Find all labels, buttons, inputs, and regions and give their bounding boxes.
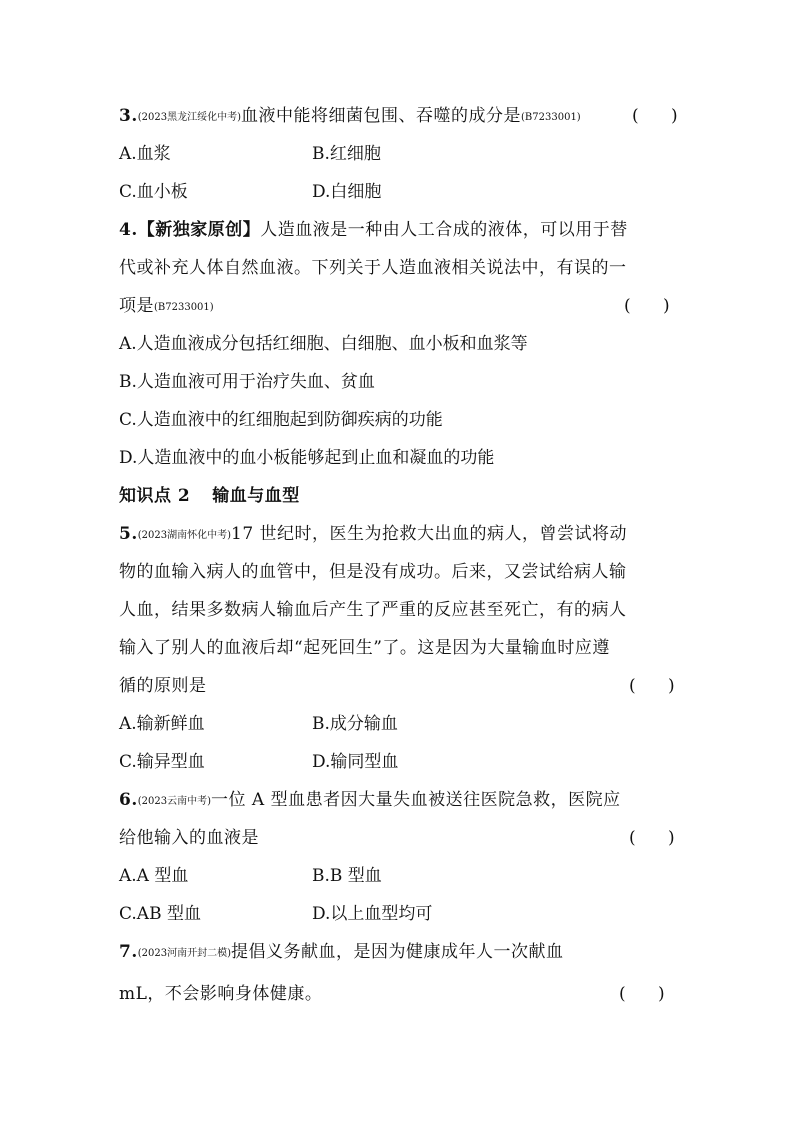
q4-code: (B7233001) bbox=[154, 302, 214, 313]
q4-option-d: D.人造血液中的血小板能够起到止血和凝血的功能 bbox=[119, 448, 495, 468]
q4-answer-bracket[interactable]: ( ) bbox=[624, 296, 670, 316]
q5-source: (2023湖南怀化中考) bbox=[137, 530, 232, 541]
q7-answer-bracket[interactable]: ( ) bbox=[619, 984, 665, 1004]
q3-option-c: C.血小板 bbox=[119, 182, 188, 202]
q3-option-d: D.白细胞 bbox=[312, 182, 382, 202]
q3-code: (B7233001) bbox=[521, 112, 581, 123]
q4-option-b: B.人造血液可用于治疗失血、贫血 bbox=[119, 372, 375, 392]
q5-answer-bracket[interactable]: ( ) bbox=[629, 676, 675, 696]
q6-answer-bracket[interactable]: ( ) bbox=[629, 828, 675, 848]
q3-option-a: A.血浆 bbox=[119, 144, 171, 164]
q4-tag: 【新独家原创】 bbox=[137, 220, 261, 240]
q5-option-c: C.输异型血 bbox=[119, 752, 205, 772]
q3-source: (2023黑龙江绥化中考) bbox=[137, 112, 242, 123]
q5-text-1: 17 世纪时，医生为抢救大出血的病人，曾尝试将动 bbox=[231, 524, 628, 544]
q6-stem-line2: 给他输入的血液是 bbox=[119, 828, 259, 848]
q3-answer-bracket[interactable]: ( ) bbox=[632, 106, 678, 126]
q5-stem-line4: 输入了别人的血液后却“起死回生”了。这是因为大量输血时应遵 bbox=[119, 638, 610, 658]
q4-text-3: 项是 bbox=[119, 296, 154, 316]
q6-stem-line1 bbox=[119, 789, 621, 813]
q5-stem-line1 bbox=[119, 523, 627, 547]
q5-option-b: B.成分输血 bbox=[312, 714, 398, 734]
q5-stem-line2: 物的血输入病人的血管中，但是没有成功。后来，又尝试给病人输 bbox=[119, 562, 627, 582]
q7-source: (2023河南开封二模) bbox=[137, 948, 232, 959]
q6-option-b: B.B 型血 bbox=[312, 866, 382, 886]
section-label: 知识点 2 bbox=[119, 486, 191, 506]
q4-number: 4. bbox=[119, 220, 138, 240]
q6-option-c: C.AB 型血 bbox=[119, 904, 201, 924]
q4-option-a: A.人造血液成分包括红细胞、白细胞、血小板和血浆等 bbox=[119, 334, 528, 354]
q4-stem-line2: 代或补充人体自然血液。下列关于人造血液相关说法中，有误的一 bbox=[119, 258, 627, 278]
q3-text: 血液中能将细菌包围、吞噬的成分是 bbox=[241, 106, 522, 126]
q6-source: (2023云南中考) bbox=[137, 796, 212, 807]
q7-text-1: 提倡义务献血，是因为健康成年人一次献血 bbox=[231, 942, 564, 962]
q6-option-a: A.A 型血 bbox=[119, 866, 189, 886]
q4-stem-line3 bbox=[119, 295, 214, 319]
q5-stem-line5: 循的原则是 bbox=[119, 676, 207, 696]
q6-number: 6. bbox=[119, 790, 138, 810]
section-title: 输血与血型 bbox=[212, 486, 300, 506]
q4-text-1: 人造血液是一种由人工合成的液体，可以用于替 bbox=[260, 220, 628, 240]
q7-stem-line1 bbox=[119, 941, 564, 965]
q6-text-1: 一位 A 型血患者因大量失血被送往医院急救，医院应 bbox=[211, 790, 621, 810]
q5-option-d: D.输同型血 bbox=[312, 752, 399, 772]
q3-stem bbox=[119, 105, 581, 129]
q7-number: 7. bbox=[119, 942, 138, 962]
q4-option-c: C.人造血液中的红细胞起到防御疾病的功能 bbox=[119, 410, 443, 430]
q5-number: 5. bbox=[119, 524, 138, 544]
q3-number: 3. bbox=[119, 106, 138, 126]
q7-stem-line2: mL，不会影响身体健康。 bbox=[119, 984, 323, 1004]
section-heading bbox=[119, 485, 300, 507]
q5-stem-line3: 人血，结果多数病人输血后产生了严重的反应甚至死亡，有的病人 bbox=[119, 600, 627, 620]
q3-option-b: B.红细胞 bbox=[312, 144, 381, 164]
q6-option-d: D.以上血型均可 bbox=[312, 904, 433, 924]
q4-stem-line1 bbox=[119, 219, 628, 241]
q5-option-a: A.输新鲜血 bbox=[119, 714, 205, 734]
